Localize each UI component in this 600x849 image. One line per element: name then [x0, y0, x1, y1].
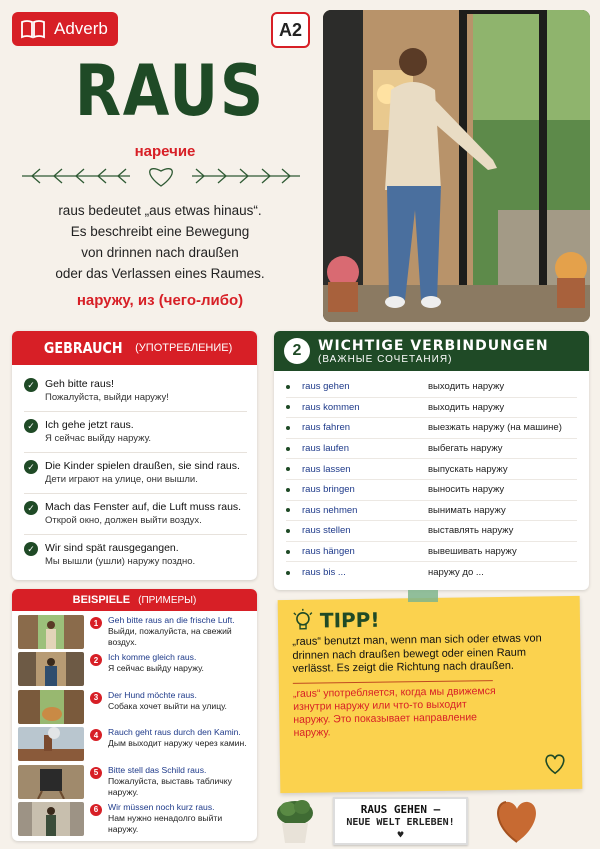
- examples-title-ru: (ПРИМЕРЫ): [138, 594, 197, 606]
- part-of-speech-ru: наречие: [134, 143, 196, 160]
- usage-de: Ich gehe jetzt raus.: [45, 419, 134, 431]
- collocation-de: raus lassen: [302, 463, 351, 475]
- usage-de: Wir sind spät rausgegangen.: [45, 542, 179, 554]
- sign-line-1: RAUS GEHEN –: [360, 803, 441, 816]
- definition-line: oder das Verlassen eines Raumes.: [55, 266, 265, 281]
- bullet-icon: [286, 426, 290, 430]
- usage-ru: Пожалуйста, выйди наружу!: [45, 392, 169, 403]
- collocation-row: [286, 418, 577, 439]
- definition-line: raus bedeutet „aus etwas hinaus“.: [58, 203, 262, 218]
- headword: RAUS: [74, 50, 265, 132]
- collocation-de: raus nehmen: [302, 504, 358, 516]
- collocation-row: [286, 398, 577, 419]
- example-ru: Выйди, пожалуйста, на свежий воздух.: [108, 626, 232, 647]
- bullet-icon: [286, 571, 290, 575]
- collocation-row: [286, 377, 577, 398]
- usage-header: [12, 331, 257, 365]
- section-number: 2: [284, 338, 310, 364]
- example-thumbnail: [18, 765, 84, 799]
- lightbulb-icon: [292, 609, 314, 633]
- badge-label: Adverb: [54, 19, 108, 38]
- collocation-ru: выставлять наружу: [428, 525, 514, 537]
- sign-line-2: NEUE WELT ERLEBEN!: [346, 817, 455, 828]
- collocation-de: raus fahren: [302, 422, 351, 434]
- usage-item: [24, 371, 247, 412]
- usage-de: Mach das Fenster auf, die Luft muss raus.: [45, 501, 242, 513]
- collocation-de: raus stellen: [302, 525, 351, 537]
- collocation-de: raus laufen: [302, 443, 350, 455]
- example-thumbnail: [18, 690, 84, 724]
- collocation-row: [286, 501, 577, 522]
- collocation-de: raus bringen: [302, 484, 355, 496]
- usage-item: [24, 535, 247, 575]
- bullet-icon: [286, 529, 290, 533]
- collocation-ru: выносить наружу: [428, 484, 505, 496]
- example-item: [18, 802, 251, 839]
- usage-card: [12, 331, 257, 580]
- check-icon: ✓: [24, 542, 38, 556]
- usage-ru: Мы вышли (ушли) наружу поздно.: [45, 556, 196, 567]
- bullet-icon: [286, 405, 290, 409]
- usage-de: Die Kinder spielen draußen, sie sind raus.: [45, 460, 240, 472]
- bullet-icon: [286, 385, 290, 389]
- collocation-row: [286, 521, 577, 542]
- bullet-icon: [286, 508, 290, 512]
- usage-ru: Я сейчас выйду наружу.: [45, 433, 152, 444]
- sign-line-3: ♥: [397, 830, 404, 841]
- usage-item: [24, 453, 247, 494]
- wooden-heart-icon: [492, 798, 542, 844]
- example-number: 2: [90, 654, 102, 666]
- check-icon: ✓: [24, 419, 38, 433]
- example-number: 5: [90, 767, 102, 779]
- definition: [10, 200, 310, 284]
- example-thumbnail: [18, 802, 84, 836]
- usage-de: Geh bitte raus!: [45, 378, 114, 390]
- example-de: Der Hund möchte raus.: [108, 689, 197, 700]
- example-number: 3: [90, 692, 102, 704]
- example-de: Rauch geht raus durch den Kamin.: [108, 727, 241, 738]
- bullet-icon: [286, 467, 290, 471]
- tape-strip: [408, 590, 438, 602]
- usage-item: [24, 494, 247, 535]
- example-item: [18, 615, 251, 652]
- check-icon: ✓: [24, 501, 38, 515]
- example-number: 4: [90, 729, 102, 741]
- collocation-ru: выходить наружу: [428, 381, 505, 393]
- example-number: 1: [90, 617, 102, 629]
- usage-item: [24, 412, 247, 453]
- collocation-ru: выбегать наружу: [428, 443, 503, 455]
- tip-note: [278, 596, 583, 793]
- hero-photo: [323, 10, 590, 322]
- bullet-icon: [286, 550, 290, 554]
- tip-divider: [293, 680, 493, 684]
- example-ru: Собака хочет выйти на улицу.: [108, 700, 227, 711]
- tip-title: TIPP!: [319, 607, 380, 633]
- tip-text-de: „raus“ benutzt man, wenn man sich oder etwas von drinnen nach draußen bewegt oder einen Raum verlässt. Es zeigt die Richtung nach draußen.: [292, 632, 542, 675]
- part-of-speech-badge: [12, 12, 118, 46]
- collocations-title: WICHTIGE VERBINDUNGEN: [318, 337, 549, 354]
- collocation-row: [286, 480, 577, 501]
- collocations-title-ru: (ВАЖНЫЕ СОЧЕТАНИЯ): [318, 353, 453, 365]
- collocation-row: [286, 459, 577, 480]
- example-ru: Дым выходит наружу через камин.: [108, 738, 247, 749]
- translation-ru: наружу, из (чего-либо): [76, 292, 244, 309]
- examples-card: [12, 589, 257, 841]
- check-icon: ✓: [24, 378, 38, 392]
- collocation-ru: вынимать наружу: [428, 504, 506, 516]
- example-de: Wir müssen noch kurz raus.: [108, 801, 215, 812]
- example-de: Bitte stell das Schild raus.: [108, 764, 207, 775]
- example-thumbnail: [18, 727, 84, 761]
- bullet-icon: [286, 488, 290, 492]
- examples-title: BEISPIELE: [72, 594, 131, 606]
- tip-text-ru: „raus“ употребляется, когда мы движемся изнутри наружу или что-то выходит наружу. Это показывает направление наружу.: [292, 684, 496, 739]
- definition-line: von drinnen nach draußen: [81, 245, 239, 260]
- example-ru: Нам нужно ненадолго выйти наружу.: [108, 812, 223, 834]
- level-badge: A2: [271, 12, 310, 48]
- example-item: [18, 765, 251, 802]
- usage-ru: Дети играют на улице, они вышли.: [45, 474, 198, 485]
- check-icon: ✓: [24, 460, 38, 474]
- collocation-ru: наружу до ...: [428, 567, 484, 579]
- collocation-ru: выходить наружу: [428, 401, 505, 413]
- collocations-header: [274, 331, 589, 371]
- bullet-icon: [286, 447, 290, 451]
- example-thumbnail: [18, 615, 84, 649]
- example-item: [18, 690, 251, 727]
- collocation-de: raus gehen: [302, 381, 350, 393]
- usage-ru: Открой окно, должен выйти воздух.: [45, 515, 202, 526]
- example-item: [18, 652, 251, 689]
- collocation-row: [286, 439, 577, 460]
- example-thumbnail: [18, 652, 84, 686]
- collocation-ru: вывешивать наружу: [428, 546, 517, 558]
- examples-header: [12, 589, 257, 611]
- example-ru: Я сейчас выйду наружу.: [108, 663, 204, 674]
- collocation-row: [286, 542, 577, 563]
- definition-line: Es beschreibt eine Bewegung: [70, 224, 250, 239]
- collocation-de: raus hängen: [302, 546, 355, 558]
- book-icon: [20, 19, 46, 39]
- example-ru: Пожалуйста, выставь табличку наружу.: [108, 775, 232, 797]
- collocation-de: raus kommen: [302, 401, 360, 413]
- usage-title-ru: (УПОТРЕБЛЕНИЕ): [135, 342, 233, 354]
- collocation-ru: выпускать наружу: [428, 463, 508, 475]
- collocation-row: [286, 562, 577, 583]
- collocation-ru: выезжать наружу (на машине): [428, 422, 562, 434]
- example-de: Ich komme gleich raus.: [108, 652, 197, 663]
- leaf-divider: [18, 162, 303, 190]
- example-number: 6: [90, 804, 102, 816]
- example-de: Geh bitte raus an die frische Luft.: [108, 615, 235, 625]
- heart-icon: [542, 753, 568, 775]
- usage-title: GEBRAUCH: [43, 339, 123, 357]
- plant-icon: [270, 795, 320, 845]
- motto-sign: [333, 797, 468, 845]
- example-item: [18, 727, 251, 764]
- collocation-de: raus bis ...: [302, 567, 346, 579]
- collocations-card: [274, 331, 589, 590]
